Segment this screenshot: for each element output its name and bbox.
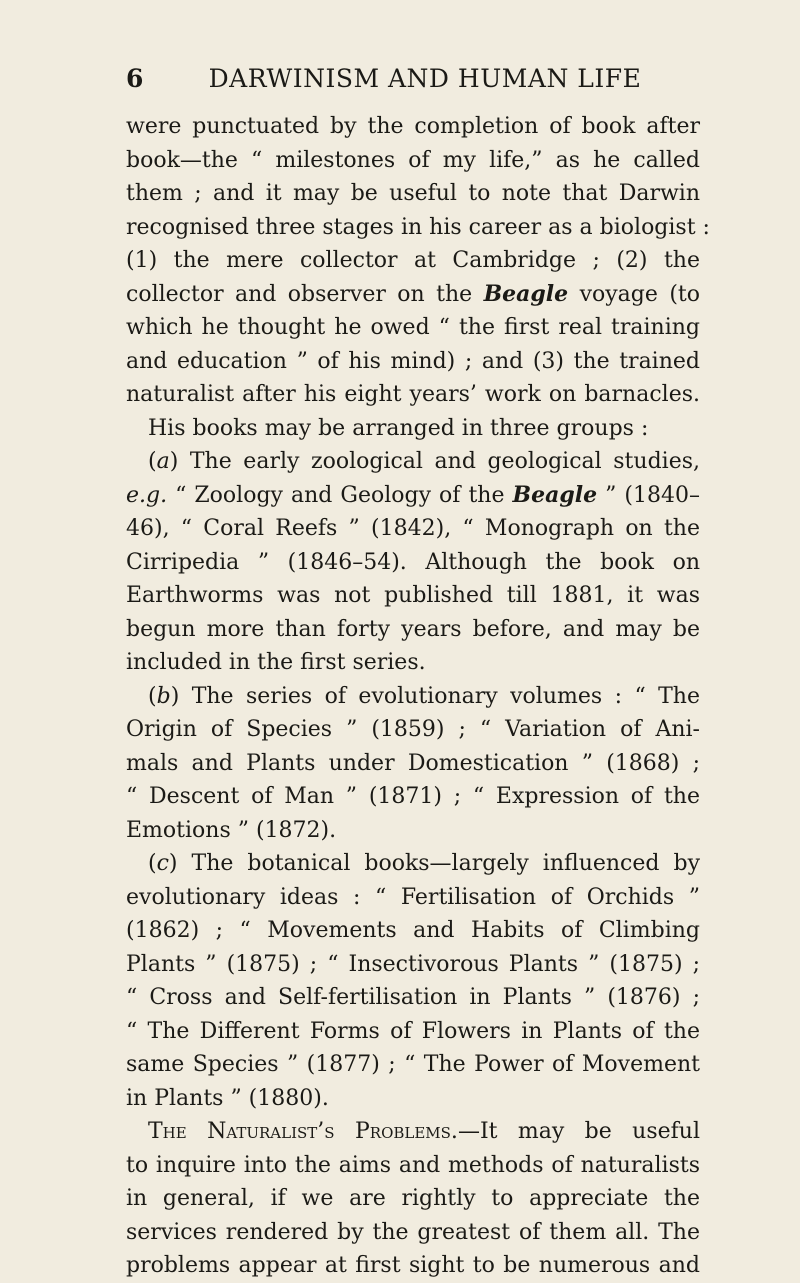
text-line: His books may be arranged in three groups : bbox=[148, 415, 649, 441]
text-line: mals and Plants under Domestication ” (1868) ; bbox=[126, 750, 700, 776]
text-line: (1) the mere collector at Cambridge ; (2) the bbox=[126, 248, 700, 273]
text-line: in general, if we are rightly to appreciate the bbox=[126, 1186, 700, 1211]
text-line: book—the “ milestones of my life,” as he called bbox=[126, 147, 700, 173]
text-line bbox=[126, 1115, 700, 1149]
text-run: ) The botanical books—largely influenced by bbox=[168, 851, 700, 876]
text-line: Emotions ” (1872). bbox=[126, 817, 337, 843]
text-run: —It may be useful bbox=[457, 1119, 700, 1144]
text-line: evolutionary ideas : “ Fertilisation of Orchids ” bbox=[126, 884, 700, 910]
list-label: ( bbox=[148, 683, 157, 709]
text-line: were punctuated by the completion of book after bbox=[126, 114, 700, 139]
text-line: Origin of Species ” (1859) ; “ Variation of Ani- bbox=[126, 717, 700, 742]
text-line: naturalist after his eight years’ work on barnacles. bbox=[126, 382, 700, 407]
page-header bbox=[126, 64, 696, 98]
text-line: Plants ” (1875) ; “ Insectivorous Plants ” (1875) ; bbox=[126, 951, 700, 977]
text-line: to inquire into the aims and methods of naturalists bbox=[126, 1152, 700, 1178]
text-line: problems appear at first sight to be numerous and bbox=[126, 1253, 700, 1278]
text-line: 46), “ Coral Reefs ” (1842), “ Monograph on the bbox=[126, 516, 700, 541]
text-run: ” (1840– bbox=[597, 482, 700, 508]
text-line bbox=[126, 445, 700, 479]
text-line: same Species ” (1877) ; “ The Power of Movement bbox=[126, 1052, 700, 1077]
text-line: (1862) ; “ Movements and Habits of Climbing bbox=[126, 918, 700, 943]
text-line: recognised three stages in his career as a biologist : bbox=[126, 214, 710, 240]
text-line bbox=[126, 847, 700, 881]
text-run: ) The series of evolutionary volumes : “ The bbox=[170, 683, 700, 709]
text-run: collector and observer on the bbox=[126, 281, 484, 307]
ship-name: Beagle bbox=[512, 481, 598, 508]
abbreviation: e.g. bbox=[126, 482, 168, 508]
list-letter: b bbox=[156, 683, 171, 709]
list-label: ( bbox=[148, 449, 157, 474]
text-line: Earthworms was not published till 1881, it was bbox=[126, 583, 700, 608]
text-line bbox=[126, 680, 700, 714]
text-line: services rendered by the greatest of them all. The bbox=[126, 1219, 700, 1245]
text-line: in Plants ” (1880). bbox=[126, 1085, 329, 1111]
running-title: DARWINISM AND HUMAN LIFE bbox=[208, 64, 642, 93]
text-line: which he thought he owed “ the first real training bbox=[126, 315, 700, 340]
text-line: begun more than forty years before, and may be bbox=[126, 616, 700, 642]
ship-name: Beagle bbox=[483, 280, 569, 307]
text-run: “ Zoology and Geology of the bbox=[167, 482, 513, 508]
body-text bbox=[126, 110, 710, 1283]
section-heading: The Naturalist’s Problems. bbox=[148, 1119, 458, 1144]
text-line: “ Descent of Man ” (1871) ; “ Expression of the bbox=[126, 784, 700, 809]
list-label: ( bbox=[148, 851, 157, 876]
page-number: 6 bbox=[126, 64, 144, 93]
list-letter: a bbox=[156, 449, 170, 474]
list-letter: c bbox=[156, 851, 169, 876]
text-run: ) The early zoological and geological studies, bbox=[169, 449, 700, 474]
text-line: them ; and it may be useful to note that Darwin bbox=[126, 181, 700, 206]
text-line bbox=[126, 479, 700, 513]
text-line: Cirripedia ” (1846–54). Although the book on bbox=[126, 549, 700, 575]
text-line: included in the first series. bbox=[126, 650, 426, 675]
text-run: voyage (to bbox=[568, 281, 700, 307]
text-line: “ The Different Forms of Flowers in Plants of the bbox=[126, 1018, 700, 1044]
text-line: “ Cross and Self-fertilisation in Plants ” (1876) ; bbox=[126, 985, 700, 1010]
text-line bbox=[126, 278, 700, 312]
text-line: and education ” of his mind) ; and (3) the trained bbox=[126, 348, 700, 374]
